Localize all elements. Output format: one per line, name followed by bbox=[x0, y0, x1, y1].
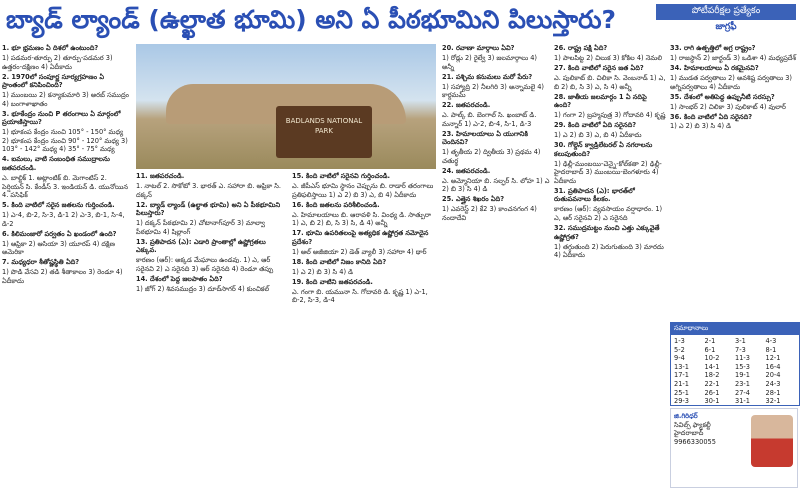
question-text: 1. భూ భ్రమణం ఏ దిశలో ఉంటుంది? bbox=[2, 44, 99, 52]
question-options: 1) గంగా 2) బ్రహ్మపుత్ర 3) గోదావరి 4) కృష్ణ bbox=[554, 111, 666, 120]
question-text: 31. ప్రతిపాదన (ఎ): భారత్‌లో రుతుపవనాలు కీలకం. bbox=[554, 186, 635, 204]
question-options: 1) అల్ అజీజియా 2) డెత్ వ్యాలీ 3) సహారా 4) థార్ bbox=[292, 247, 427, 256]
question-text: 6. కిలిమంజారో పర్వతం ఏ ఖండంలో ఉంది? bbox=[2, 229, 117, 238]
question-text: 28. జాతీయ జలమార్గం 1 ఏ నదిపై ఉంది? bbox=[554, 92, 647, 110]
section-tag-label: పోటీపరీక్షల ప్రత్యేకం bbox=[656, 4, 796, 20]
question-options: 1) ఎ 2) బి 3) సి 4) డి bbox=[292, 267, 354, 276]
question-options: 1) తగ్గుతుంది 2) పెరుగుతుంది 3) మారదు 4) ఏదీకాదు bbox=[554, 242, 664, 260]
answers-title: సమాధానాలు bbox=[671, 323, 799, 335]
question-options: 1) రాజస్థాన్ 2) జార్ఖండ్ 3) ఒడిశా 4) మధ్యప్రదేశ్ bbox=[670, 53, 797, 62]
question-text: 26. రాష్ట్ర పక్షి ఏది? bbox=[554, 44, 608, 52]
answer-item: 30-1 bbox=[704, 397, 720, 406]
question-text: 2. 1970లో సంపూర్ణ సూర్యగ్రహణం ఏ ప్రాంతంలో కనిపించింది? bbox=[2, 72, 105, 90]
question-text: 12. బ్యాడ్ ల్యాండ్ (ఉల్ఖాత భూమి) అని ఏ పీఠభూమిని పిలుస్తారు? bbox=[136, 200, 281, 218]
question-text: 19. కింది వాటిని జతపరచండి. bbox=[292, 277, 373, 286]
question-options: కారణం (ఆర్): వ్యవసాయం వర్షాధారం. 1) ఎ, ఆర్ సరైనవి 2) ఎ సరైనది bbox=[554, 205, 663, 222]
avatar bbox=[751, 415, 793, 467]
headline: బ్యాడ్ ల్యాండ్ (ఉల్ఖాత భూమి) అని ఏ పీఠభూమిని పిలుస్తారు? bbox=[6, 5, 616, 34]
question-options: 1) ముడత పర్వతాలు 2) అవశిష్ట పర్వతాలు 3) అగ్నిపర్వతాలు 4) ఏదీకాదు bbox=[670, 73, 792, 91]
question-options: ఎ. హిమాలయాలు బి. ఆరావళి సి. వింధ్య డి. సాత్పురా 1) ఎ, బి 2) బి, సి 3) సి, డి 4) అన్నీ bbox=[292, 210, 432, 228]
answer-item: 14-1 bbox=[704, 362, 720, 371]
question-options: 1) ఢిల్లీ-ముంబయి-చెన్నై-కోల్‌కతా 2) ఢిల్లీ-హైదరాబాద్ 3) ముంబయి-బెంగళూరు 4) ఏదీకాదు bbox=[554, 159, 662, 185]
answer-item: 7-3 bbox=[735, 345, 746, 354]
answer-item: 21-1 bbox=[674, 379, 689, 388]
question-options: 1) జోగ్ 2) శివసముద్రం 3) దూద్‌సాగర్ 4) కుంచికల్ bbox=[136, 284, 269, 293]
question-text: 21. పశ్చిమ కనుమలు మరో పేరు? bbox=[442, 72, 533, 81]
column-1 bbox=[2, 44, 130, 489]
answer-item: 28-1 bbox=[765, 388, 781, 397]
answer-item: 10-2 bbox=[704, 354, 720, 363]
question-options: 1. నాటల్ 2. సొకోటో 3. భారత్ ఎ. సహారా బి. ఆఫ్రికా సి. దక్కన్ bbox=[136, 181, 282, 199]
answers-grid bbox=[671, 335, 799, 408]
question-text: 32. సముద్రమట్టం నుంచి ఎత్తు ఎక్కువైతే ఉష్ణోగ్రత? bbox=[554, 223, 660, 241]
answer-item: 12-1 bbox=[765, 354, 781, 363]
question-options: కారణం (ఆర్): అక్కడ మేఘాలు ఉండవు. 1) ఎ, ఆర్ సరైనవి 2) ఎ సరైనది 3) ఆర్ సరైనది 4) రెండూ తప్పు bbox=[136, 256, 274, 273]
answer-item: 6-1 bbox=[704, 345, 716, 354]
section-subject: జాగ్రఫీ bbox=[715, 22, 737, 32]
question-text: 11. జతపరచండి. bbox=[136, 172, 185, 180]
answer-item: 3-1 bbox=[735, 337, 746, 345]
question-text: 3. భూకేంద్రం నుంచి P తరంగాలు ఏ మార్గంలో ప్రయాణిస్తాయి? bbox=[2, 109, 121, 127]
answer-item: 2-1 bbox=[704, 337, 716, 345]
question-text: 23. హిమాలయాలు ఏ యుగానికి చెందినవి? bbox=[442, 129, 528, 147]
question-options: 1) భూకంప కేంద్రం నుంచి 105° - 150° మధ్య 2) భూకంప కేంద్రం నుంచి 90° - 120° మధ్య 3) 103° - 142° మధ్య 4) 35° - 75° మధ్య bbox=[2, 128, 128, 154]
question-text: 17. భూమి ఉపరితలంపై అత్యధిక ఉష్ణోగ్రత నమోదైన ప్రదేశం? bbox=[292, 229, 429, 246]
question-text: 35. దేశంలో అతిపెద్ద ఉప్పునీటి సరస్సు? bbox=[670, 92, 775, 101]
question-options: ఎ. గంగా బి. యమునా సి. గోదావరి డి. కృష్ణ 1) ఎ-1, బి-2, సి-3, డి-4 bbox=[292, 287, 428, 305]
answer-item: 16-4 bbox=[765, 362, 781, 371]
answer-item: 9-4 bbox=[674, 354, 685, 363]
question-options: 1) సాంభర్ 2) చిలికా 3) పులికాట్ 4) వులార్ bbox=[670, 102, 786, 111]
question-options: ఎ. జీపీఎస్ భూమి స్థానం చెప్పును బి. రాడార్ తరంగాలు ప్రతిఫలిస్తాయి 1) ఎ 2) బి 3) ఎ, బి 4) ఏదీకాదు bbox=[292, 181, 434, 199]
question-options: 1) ఎవరెస్ట్ 2) కే2 3) కాంచనగంగ 4) నందాదేవి bbox=[442, 205, 537, 222]
question-text: 20. రవాణా మార్గాలు ఏవి? bbox=[442, 44, 515, 52]
author-place: హైదరాబాద్ bbox=[674, 429, 704, 438]
question-options: 1) దక్కన్ పీఠభూమి 2) చోటానాగ్‌పూర్ 3) మాల్వా పీఠభూమి 4) షిల్లాంగ్ bbox=[136, 219, 265, 236]
answer-item: 29-3 bbox=[674, 397, 689, 406]
question-options: ఎ. పాల్క్ బి. బెంగాల్ సి. ఖంబాట్ డి. మన్నార్ 1) ఎ-2, బి-4, సి-1, డి-3 bbox=[442, 111, 537, 128]
question-options: 1) పొడి వేసవి 2) తడి శీతాకాలం 3) రెండూ 4) ఏదీకాదు bbox=[2, 268, 123, 285]
question-options: ఎ. బాల్టిక్ 1. అట్లాంటిక్ బి. మెగాంటిస్ 2. పెర్షియన్ సి. కేండీస్ 3. ఇండియన్ డి. యునోయిన 4. పసిఫిక్ bbox=[2, 174, 128, 200]
question-options: 1) ఆఫ్రికా 2) ఆసియా 3) యూరప్ 4) దక్షిణ అమెరికా bbox=[2, 239, 115, 257]
question-text: 27. కింది వాటిలో సరైన జత ఏది? bbox=[554, 63, 644, 72]
question-options: 1) పడమర-తూర్పు 2) తూర్పు-పడమర 3) ఉత్తరం-దక్షిణం 4) ఏదీకాదు bbox=[2, 53, 113, 71]
question-options: ఎ. అమ్మోనియా బి. సల్ఫర్ సి. లోహ 1) ఎ 2) బి 3) సి 4) డి bbox=[442, 176, 550, 194]
author-phone: 9966330055 bbox=[674, 437, 716, 446]
answer-item: 1-3 bbox=[674, 337, 685, 345]
answer-item: 24-3 bbox=[765, 379, 781, 388]
question-text: 22. జతపరచండి. bbox=[442, 101, 491, 110]
column-4 bbox=[442, 44, 550, 489]
column-2 bbox=[136, 172, 286, 489]
question-text: 29. కింది వాటిలో ఏది సరైనది? bbox=[554, 121, 637, 130]
answer-item: 19-1 bbox=[735, 371, 750, 380]
question-text: 7. మధ్యధరా శీతోష్ణస్థితి ఏది? bbox=[2, 258, 80, 267]
answer-item: 18-2 bbox=[704, 371, 720, 380]
question-options: 1) సహ్యాద్రి 2) నీలగిరి 3) అన్నామలై 4) కార్డమమ్ bbox=[442, 82, 545, 100]
question-options: 1) రోడ్లు 2) రైల్వే 3) జలమార్గాలు 4) అన్నీ bbox=[442, 53, 537, 71]
question-text: 36. కింది వాటిలో ఏది సరైనది? bbox=[670, 112, 753, 121]
answer-item: 20-4 bbox=[765, 371, 781, 380]
answer-item: 26-1 bbox=[704, 388, 720, 397]
answer-item: 27-4 bbox=[735, 388, 750, 397]
question-text: 4. ఐమలు, వాటి సంబంధిత సముద్రాలను జతపరచండి. bbox=[2, 155, 110, 173]
answer-item: 32-1 bbox=[765, 397, 781, 406]
author-role: సివిల్స్ ఫ్యాకల్టీ bbox=[674, 420, 711, 429]
question-options: 1) తృతీయ 2) ద్వితీయ 3) ప్రథమ 4) చతుర్థ bbox=[442, 148, 541, 165]
question-options: ఎ. పులికాట్ బి. చిలికా సి. వెంబనాడ్ 1) ఎ, బి 2) బి, సి 3) ఎ, సి 4) అన్నీ bbox=[554, 73, 666, 91]
question-options: 1) ఎ 2) బి 3) ఎ, బి 4) ఏదీకాదు bbox=[554, 131, 642, 140]
answer-item: 31-1 bbox=[735, 397, 750, 406]
question-options: 1) ఎ 2) బి 3) సి 4) డి bbox=[670, 122, 732, 131]
author-box bbox=[670, 408, 798, 488]
question-text: 16. కింది జతలను పరిశీలించండి. bbox=[292, 200, 380, 209]
question-text: 14. దేశంలో పెద్ద జలపాతం ఏది? bbox=[136, 274, 223, 283]
column-3 bbox=[292, 172, 438, 489]
answer-item: 23-1 bbox=[735, 379, 750, 388]
question-text: 18. కింది వాటిలో నిజం కానిది ఏది? bbox=[292, 257, 387, 266]
column-6 bbox=[670, 44, 798, 319]
question-text: 5. కింది వాటిలో సరైన జతలను గుర్తించండి. bbox=[2, 201, 115, 210]
question-text: 24. జతపరచండి. bbox=[442, 166, 491, 175]
question-options: 1) ఎ-4, బి-2, సి-3, డి-1 2) ఎ-3, బి-1, సి-4, డి-2 bbox=[2, 211, 125, 228]
answers-box bbox=[670, 322, 800, 406]
question-text: 34. హిమాలయాలు ఏ రకమైనవి? bbox=[670, 63, 759, 72]
section-tag bbox=[656, 4, 796, 34]
answer-item: 25-1 bbox=[674, 388, 689, 397]
author-name: జి.గిరిధర్ bbox=[674, 412, 698, 420]
question-text: 25. ఎత్తైన శిఖరం ఏది? bbox=[442, 195, 505, 204]
question-text: 33. రాగి ఉత్పత్తిలో అగ్ర రాష్ట్రం? bbox=[670, 44, 756, 52]
answer-item: 22-1 bbox=[704, 379, 720, 388]
question-text: 13. ప్రతిపాదన (ఎ): ఎడారి ప్రాంతాల్లో ఉష్ణోగ్రతలు ఎక్కువ. bbox=[136, 237, 266, 255]
question-text: 15. కింది వాటిలో సరైనవి గుర్తించండి. bbox=[292, 172, 391, 180]
question-options: 1) ముంబయి 2) కన్యాకుమారి 3) అరబ్ సముద్రం 4) బంగాళాఖాతం bbox=[2, 91, 129, 108]
answer-item: 11-3 bbox=[735, 354, 750, 363]
answer-item: 15-3 bbox=[735, 362, 750, 371]
answer-item: 17-1 bbox=[674, 371, 689, 380]
park-sign: BADLANDS NATIONAL PARK bbox=[276, 106, 372, 158]
answer-item: 5-2 bbox=[674, 345, 685, 354]
badlands-photo bbox=[136, 44, 436, 169]
answer-item: 4-3 bbox=[765, 337, 777, 345]
answer-item: 8-1 bbox=[765, 345, 777, 354]
answer-item: 13-1 bbox=[674, 362, 689, 371]
column-5 bbox=[554, 44, 666, 489]
question-text: 30. గోల్డెన్ క్వాడ్రిలేటరల్ ఏ నగరాలను కలుపుతుంది? bbox=[554, 141, 653, 158]
question-options: 1) పాలపిట్ట 2) చిలుక 3) కోకిల 4) నెమలి bbox=[554, 53, 663, 62]
